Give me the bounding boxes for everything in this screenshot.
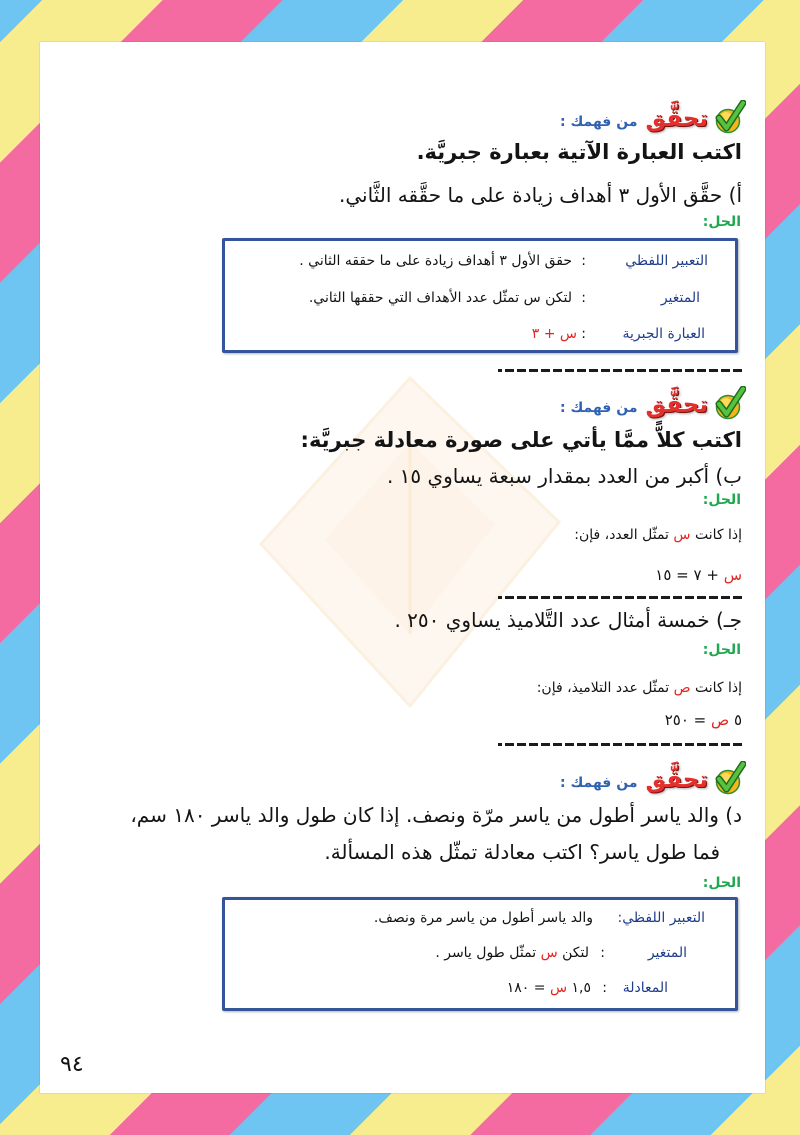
variable-value: لتكن س تمثّل عدد الأهداف التي حققها الثاني.: [308, 290, 572, 306]
variable-value: [435, 943, 589, 963]
variable-definition-b: [574, 525, 742, 545]
variable-suffix: تمثّل طول ياسر .: [435, 945, 537, 961]
colon: :: [581, 326, 586, 342]
check-badge-icon: [712, 761, 746, 795]
variable-symbol: س: [673, 527, 691, 543]
check-understanding-header: [560, 98, 746, 134]
dashed-separator: [498, 596, 742, 599]
check-header-title: تحقَّق: [645, 767, 708, 793]
dashed-separator: [498, 743, 742, 746]
solution-box-a: [222, 238, 738, 353]
equation-coefficient: ١,٥: [571, 980, 591, 996]
colon: :: [581, 290, 586, 306]
equation-rest: = ١٨٠: [506, 980, 546, 996]
check-badge-icon: [712, 386, 746, 420]
equation-coefficient: ٥: [733, 711, 742, 729]
question-a: أ) حقَّق الأول ٣ أهداف زيادة على ما حقَّقه الثَّاني.: [339, 183, 742, 207]
instruction-heading: اكتب كلاًّ ممَّا يأتي على صورة معادلة جبريَّة:: [300, 428, 742, 452]
equation-label: المعادلة: [622, 980, 668, 996]
worksheet-page: [40, 42, 765, 1093]
colon: :: [581, 253, 586, 269]
question-c: جـ) خمسة أمثال عدد التَّلاميذ يساوي ٢٥٠ .: [394, 608, 742, 632]
variable-symbol: س: [540, 945, 558, 961]
algebraic-expression-row: [225, 324, 735, 344]
variable-prefix: لتكن: [562, 945, 589, 961]
check-understanding-header: [560, 759, 746, 795]
variable-row: [225, 943, 735, 963]
instruction-heading: اكتب العبارة الآتية بعبارة جبريَّة.: [416, 140, 742, 164]
watermark-logo: [255, 372, 565, 712]
let-suffix: تمثّل العدد، فإن:: [574, 527, 669, 543]
dashed-separator: [498, 369, 742, 372]
solution-label: الحل:: [702, 642, 741, 658]
algebraic-expression-label: العبارة الجبرية: [622, 326, 705, 342]
solution-label: الحل:: [702, 214, 741, 230]
check-header-title: تحقَّق: [645, 106, 708, 132]
equation-row: [225, 978, 735, 998]
check-header-subtitle: من فهمك :: [560, 775, 638, 791]
equation-b: [655, 565, 742, 585]
colon: :: [600, 945, 605, 961]
solution-label: الحل:: [702, 875, 741, 891]
check-understanding-header: [560, 384, 746, 420]
variable-label: المتغير: [660, 290, 700, 306]
variable-symbol: ص: [673, 680, 691, 696]
question-d-line-2: فما طول ياسر؟ اكتب معادلة تمثّل هذه المسألة.: [324, 840, 720, 864]
solution-label: الحل:: [702, 492, 741, 508]
let-prefix: إذا كانت: [694, 527, 742, 543]
equation-value: [507, 978, 591, 998]
question-b: ب) أكبر من العدد بمقدار سبعة يساوي ١٥ .: [386, 464, 742, 488]
check-header-subtitle: من فهمك :: [560, 114, 638, 130]
check-header-subtitle: من فهمك :: [560, 400, 638, 416]
equation-variable: س: [723, 566, 742, 584]
let-suffix: تمثّل عدد التلاميذ، فإن:: [536, 680, 670, 696]
colon: :: [602, 980, 607, 996]
check-badge-icon: [712, 100, 746, 134]
check-header-title: تحقَّق: [645, 392, 708, 418]
equation-rest: = ٢٥٠: [664, 711, 707, 729]
let-prefix: إذا كانت: [694, 680, 742, 696]
verbal-expression-row: [225, 908, 735, 928]
equation-c: [665, 710, 742, 730]
verbal-expression-value: حقق الأول ٣ أهداف زيادة على ما حققه الثاني .: [299, 253, 572, 269]
variable-definition-c: [537, 678, 742, 698]
algebraic-expression-value: س + ٣: [531, 326, 577, 342]
equation-symbol: س: [549, 980, 568, 996]
verbal-expression-row: [225, 251, 735, 271]
page-number: ٩٤: [60, 1052, 84, 1077]
verbal-expression-value: والد ياسر أطول من ياسر مرة ونصف.: [373, 910, 593, 926]
verbal-expression-label: التعبير اللفظي: [625, 253, 708, 269]
variable-label: المتغير: [647, 945, 687, 961]
question-d-line-1: د) والد ياسر أطول من ياسر مرّة ونصف. إذا كان طول والد ياسر ١٨٠ سم،: [130, 803, 742, 827]
variable-row: [225, 288, 735, 308]
equation-rest: + ٧ = ١٥: [655, 566, 719, 584]
solution-box-d: [222, 897, 738, 1011]
verbal-expression-label: التعبير اللفظي:: [617, 910, 705, 926]
equation-variable: ص: [711, 711, 730, 729]
